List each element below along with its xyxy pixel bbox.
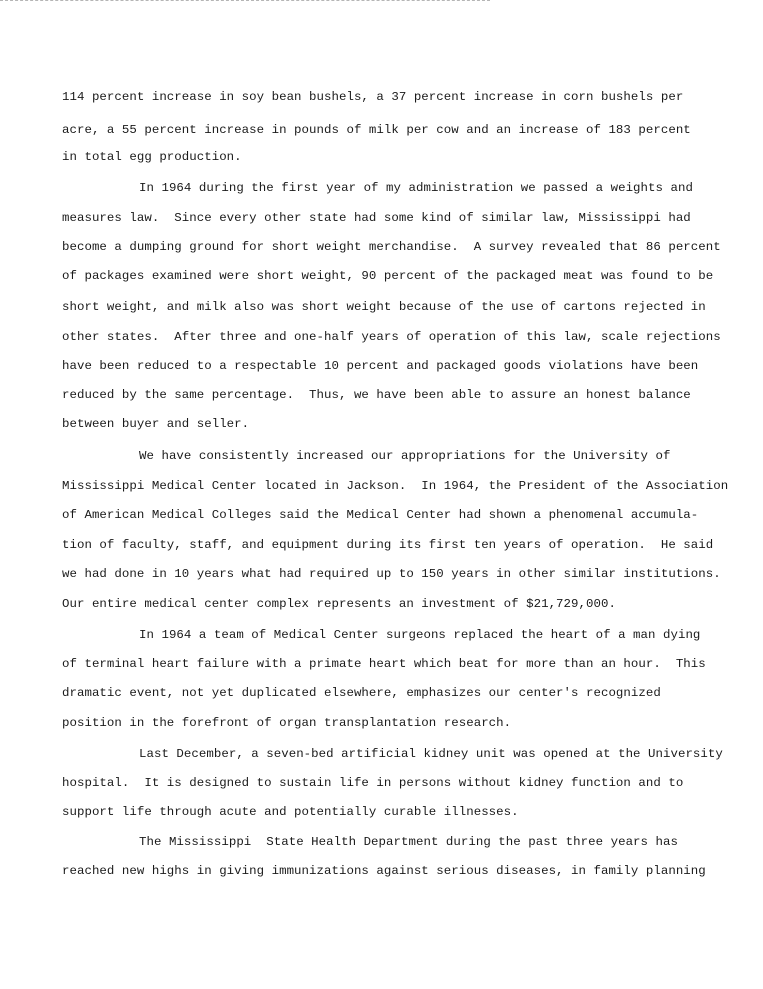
text-line: of packages examined were short weight, 90 percent of the packaged meat was found to be (62, 269, 714, 283)
text-line: in total egg production. (62, 150, 242, 164)
text-line: measures law. Since every other state had some kind of similar law, Mississippi had (62, 211, 691, 225)
text-line: Last December, a seven-bed artificial kidney unit was opened at the University (139, 747, 723, 761)
text-line: of American Medical Colleges said the Medical Center had shown a phenomenal accumula- (62, 508, 699, 522)
text-line: of terminal heart failure with a primate heart which beat for more than an hour. This (62, 657, 706, 671)
text-line: 114 percent increase in soy bean bushels, a 37 percent increase in corn bushels per (62, 90, 684, 104)
text-line: We have consistently increased our appropriations for the University of (139, 449, 671, 463)
text-line: reduced by the same percentage. Thus, we have been able to assure an honest balance (62, 388, 691, 402)
text-line: support life through acute and potentially curable illnesses. (62, 805, 519, 819)
text-line: Mississippi Medical Center located in Jackson. In 1964, the President of the Association (62, 479, 729, 493)
text-line: In 1964 during the first year of my administration we passed a weights and (139, 181, 693, 195)
top-dashed-rule (0, 0, 490, 1)
text-line: The Mississippi State Health Department during the past three years has (139, 835, 678, 849)
text-line: between buyer and seller. (62, 417, 250, 431)
text-line: position in the forefront of organ transplantation research. (62, 716, 512, 730)
text-line: Our entire medical center complex represents an investment of $21,729,000. (62, 597, 616, 611)
text-line: acre, a 55 percent increase in pounds of milk per cow and an increase of 183 percent (62, 123, 691, 137)
text-line: dramatic event, not yet duplicated elsewhere, emphasizes our center's recognized (62, 686, 661, 700)
text-line: have been reduced to a respectable 10 percent and packaged goods violations have been (62, 359, 699, 373)
text-line: tion of faculty, staff, and equipment during its first ten years of operation. He said (62, 538, 714, 552)
text-line: hospital. It is designed to sustain life in persons without kidney function and to (62, 776, 684, 790)
text-line: other states. After three and one-half years of operation of this law, scale rejections (62, 330, 721, 344)
text-line: reached new highs in giving immunizations against serious diseases, in family planning (62, 864, 706, 878)
text-line: In 1964 a team of Medical Center surgeons replaced the heart of a man dying (139, 628, 701, 642)
text-line: short weight, and milk also was short weight because of the use of cartons rejected in (62, 300, 706, 314)
text-line: we had done in 10 years what had required up to 150 years in other similar institutions. (62, 567, 721, 581)
text-line: become a dumping ground for short weight merchandise. A survey revealed that 86 percent (62, 240, 721, 254)
